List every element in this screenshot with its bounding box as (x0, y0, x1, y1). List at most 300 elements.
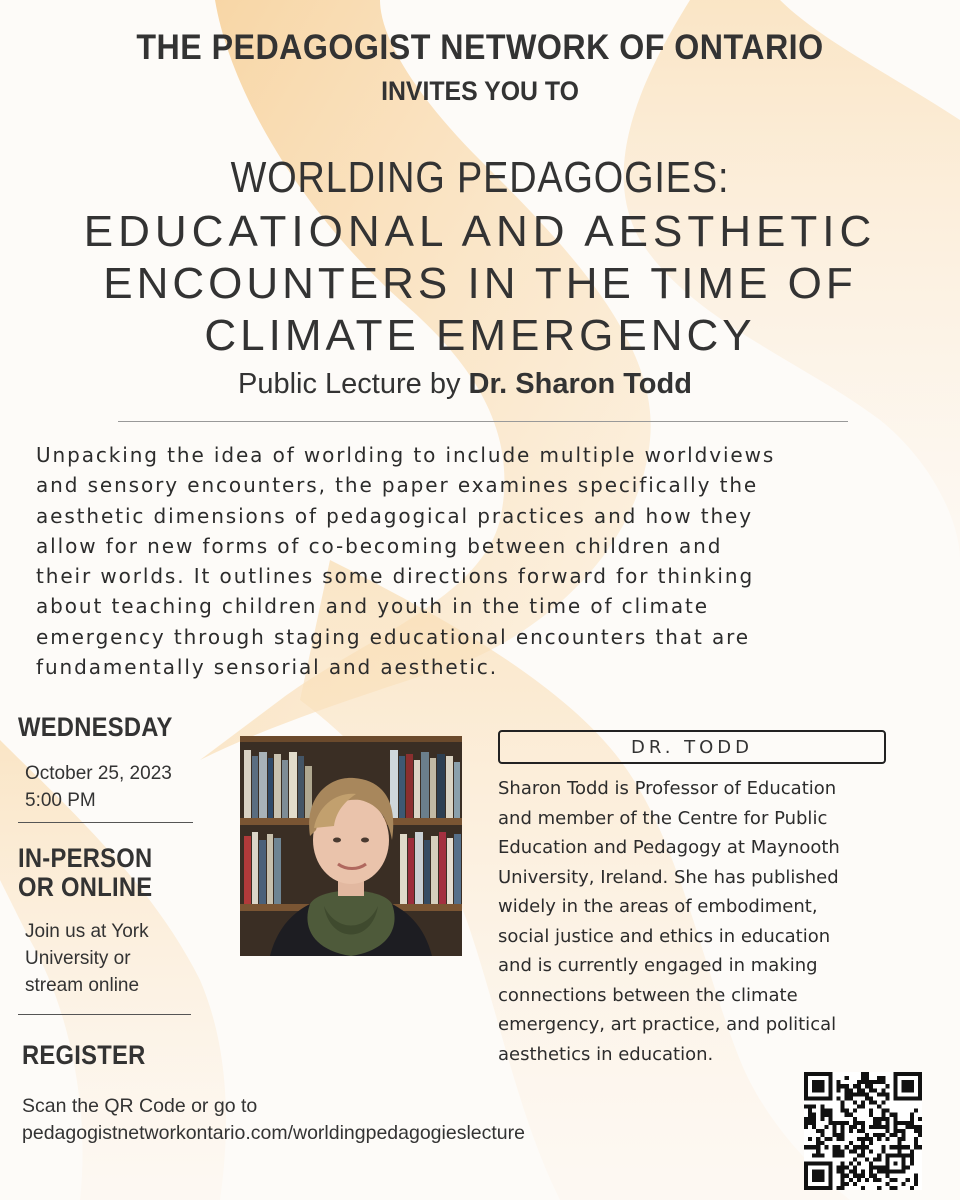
qr-module (881, 1109, 885, 1113)
qr-module (808, 1105, 812, 1109)
qr-module (861, 1092, 865, 1096)
qr-module (812, 1072, 816, 1076)
event-date: October 25, 2023 (25, 763, 172, 784)
qr-module (894, 1080, 898, 1084)
qr-module (824, 1125, 828, 1129)
qr-module (918, 1133, 922, 1137)
qr-module (808, 1186, 812, 1190)
qr-module (849, 1162, 853, 1166)
qr-module (894, 1133, 898, 1137)
qr-module (828, 1109, 832, 1113)
qr-module (902, 1170, 906, 1174)
qr-module (873, 1133, 877, 1137)
qr-module (894, 1145, 898, 1149)
qr-module (816, 1178, 820, 1182)
qr-module (861, 1170, 865, 1174)
qr-module (841, 1182, 845, 1186)
qr-module (816, 1186, 820, 1190)
qr-module (804, 1170, 808, 1174)
qr-module (828, 1084, 832, 1088)
qr-module (865, 1178, 869, 1182)
qr-module (869, 1170, 873, 1174)
qr-module (894, 1096, 898, 1100)
qr-module (910, 1153, 914, 1157)
qr-module (853, 1174, 857, 1178)
qr-module (853, 1084, 857, 1088)
qr-module (865, 1072, 869, 1076)
qr-module (816, 1088, 820, 1092)
qr-module (918, 1088, 922, 1092)
qr-module (816, 1145, 820, 1149)
qr-module (808, 1162, 812, 1166)
qr-module (881, 1170, 885, 1174)
qr-module (910, 1080, 914, 1084)
qr-module (828, 1088, 832, 1092)
qr-module (869, 1149, 873, 1153)
qr-module (869, 1100, 873, 1104)
qr-module (845, 1109, 849, 1113)
qr-module (869, 1088, 873, 1092)
qr-module (885, 1162, 889, 1166)
qr-module (845, 1113, 849, 1117)
qr-module (865, 1096, 869, 1100)
qr-module (816, 1072, 820, 1076)
event-day: WEDNESDAY (18, 712, 173, 742)
qr-module (910, 1186, 914, 1190)
qr-module (824, 1162, 828, 1166)
qr-module (881, 1133, 885, 1137)
qr-module (816, 1080, 820, 1084)
qr-module (841, 1105, 845, 1109)
qr-module (845, 1145, 849, 1149)
qr-module (828, 1092, 832, 1096)
qr-module (804, 1145, 808, 1149)
qr-module (816, 1174, 820, 1178)
qr-module (841, 1174, 845, 1178)
qr-module (812, 1174, 816, 1178)
qr-module (869, 1141, 873, 1145)
qr-module (898, 1137, 902, 1141)
qr-module (820, 1080, 824, 1084)
qr-module (885, 1125, 889, 1129)
qr-module (918, 1076, 922, 1080)
lecture-byline (238, 368, 692, 401)
qr-module (894, 1092, 898, 1096)
qr-module (853, 1170, 857, 1174)
qr-module (804, 1076, 808, 1080)
bio-line: emergency, art practice, and political (498, 1014, 837, 1035)
qr-module (898, 1170, 902, 1174)
qr-module (857, 1153, 861, 1157)
qr-module (877, 1166, 881, 1170)
event-location (25, 918, 149, 999)
lecture-title-line-3: ENCOUNTERS IN THE TIME OF (103, 259, 857, 308)
qr-module (824, 1145, 828, 1149)
qr-module (845, 1182, 849, 1186)
qr-module (869, 1162, 873, 1166)
qr-module (869, 1080, 873, 1084)
qr-module (853, 1182, 857, 1186)
qr-module (877, 1080, 881, 1084)
qr-module (845, 1084, 849, 1088)
qr-module (820, 1178, 824, 1182)
qr-module (849, 1113, 853, 1117)
bio-line: University, Ireland. She has published (498, 866, 839, 888)
qr-module (894, 1072, 898, 1076)
qr-module (861, 1125, 865, 1129)
qr-module (898, 1153, 902, 1157)
qr-module (869, 1166, 873, 1170)
qr-module (857, 1088, 861, 1092)
qr-module (885, 1170, 889, 1174)
qr-module (812, 1117, 816, 1121)
qr-module (914, 1174, 918, 1178)
qr-module (853, 1166, 857, 1170)
qr-module (877, 1125, 881, 1129)
qr-module (857, 1080, 861, 1084)
event-mode-line-1: IN-PERSON (18, 843, 153, 873)
qr-module (865, 1137, 869, 1141)
qr-module (837, 1084, 841, 1088)
qr-module (812, 1113, 816, 1117)
qr-module (877, 1178, 881, 1182)
qr-module (824, 1109, 828, 1113)
speaker-name-box (498, 730, 886, 764)
abstract-line: emergency through staging educational encounters that are (36, 624, 751, 649)
qr-module (853, 1100, 857, 1104)
qr-module (804, 1166, 808, 1170)
qr-module (804, 1162, 808, 1166)
qr-module (804, 1084, 808, 1088)
qr-module (881, 1113, 885, 1117)
qr-module (885, 1096, 889, 1100)
organization-name: THE PEDAGOGIST NETWORK OF ONTARIO (136, 28, 824, 67)
qr-module (910, 1072, 914, 1076)
qr-module (857, 1145, 861, 1149)
qr-module (906, 1166, 910, 1170)
bio-line: Sharon Todd is Professor of Education (498, 778, 837, 799)
speaker-bio (498, 774, 918, 1069)
qr-module (865, 1157, 869, 1161)
qr-module (865, 1080, 869, 1084)
qr-module (873, 1157, 877, 1161)
event-mode (18, 844, 152, 902)
qr-module (898, 1121, 902, 1125)
qr-module (869, 1137, 873, 1141)
qr-module (812, 1084, 816, 1088)
qr-module (877, 1121, 881, 1125)
qr-module (902, 1137, 906, 1141)
qr-module (820, 1141, 824, 1145)
qr-module (841, 1170, 845, 1174)
qr-module (841, 1109, 845, 1113)
qr-module (837, 1145, 841, 1149)
qr-module (894, 1117, 898, 1121)
qr-module (877, 1137, 881, 1141)
qr-module (857, 1105, 861, 1109)
qr-module (808, 1137, 812, 1141)
qr-module (894, 1076, 898, 1080)
qr-module (820, 1174, 824, 1178)
qr-module (906, 1125, 910, 1129)
qr-module (820, 1170, 824, 1174)
qr-module (853, 1145, 857, 1149)
qr-module (828, 1186, 832, 1190)
qr-module (918, 1072, 922, 1076)
qr-module (820, 1109, 824, 1113)
qr-module (914, 1109, 918, 1113)
qr-module (841, 1129, 845, 1133)
qr-module (849, 1149, 853, 1153)
qr-module (898, 1141, 902, 1145)
qr-module (812, 1121, 816, 1125)
qr-module (824, 1072, 828, 1076)
qr-code-icon[interactable] (804, 1072, 922, 1190)
qr-module (804, 1125, 808, 1129)
qr-module (914, 1182, 918, 1186)
qr-module (853, 1109, 857, 1113)
qr-module (881, 1100, 885, 1104)
abstract-line: allow for new forms of co-becoming between children and (36, 533, 723, 558)
qr-module (902, 1080, 906, 1084)
qr-module (910, 1117, 914, 1121)
qr-module (906, 1178, 910, 1182)
qr-module (873, 1080, 877, 1084)
qr-module (832, 1149, 836, 1153)
qr-module (804, 1092, 808, 1096)
qr-module (804, 1080, 808, 1084)
qr-module (885, 1182, 889, 1186)
qr-module (885, 1129, 889, 1133)
qr-module (906, 1072, 910, 1076)
qr-module (902, 1129, 906, 1133)
qr-module (902, 1153, 906, 1157)
qr-module (841, 1125, 845, 1129)
qr-module (918, 1129, 922, 1133)
qr-module (861, 1141, 865, 1145)
qr-module (889, 1186, 893, 1190)
qr-module (857, 1137, 861, 1141)
bio-line: Education and Pedagogy at Maynooth (498, 837, 840, 858)
qr-module (832, 1153, 836, 1157)
qr-module (837, 1121, 841, 1125)
qr-module (894, 1113, 898, 1117)
qr-module (820, 1105, 824, 1109)
qr-module (861, 1100, 865, 1104)
qr-module (828, 1174, 832, 1178)
qr-module (861, 1121, 865, 1125)
qr-module (816, 1137, 820, 1141)
qr-module (918, 1125, 922, 1129)
qr-module (816, 1084, 820, 1088)
qr-module (812, 1080, 816, 1084)
qr-module (857, 1129, 861, 1133)
qr-module (906, 1153, 910, 1157)
invite-line: INVITES YOU TO (381, 76, 579, 106)
qr-module (849, 1125, 853, 1129)
qr-module (853, 1157, 857, 1161)
qr-code-graphic (804, 1072, 922, 1190)
qr-module (837, 1186, 841, 1190)
qr-module (804, 1186, 808, 1190)
qr-module (918, 1145, 922, 1149)
qr-module (816, 1162, 820, 1166)
qr-module (828, 1182, 832, 1186)
qr-module (804, 1182, 808, 1186)
qr-module (857, 1121, 861, 1125)
qr-module (828, 1113, 832, 1117)
qr-module (885, 1084, 889, 1088)
qr-module (873, 1121, 877, 1125)
qr-module (898, 1096, 902, 1100)
qr-module (849, 1170, 853, 1174)
qr-module (808, 1096, 812, 1100)
bio-line: and member of the Centre for Public (498, 807, 828, 829)
register-line: Scan the QR Code or go to (22, 1095, 258, 1117)
abstract-line: about teaching children and youth in the time of climate (36, 594, 709, 619)
qr-module (902, 1162, 906, 1166)
qr-module (898, 1149, 902, 1153)
qr-module (845, 1121, 849, 1125)
qr-module (837, 1096, 841, 1100)
register-url[interactable]: pedagogistnetworkontario.com/worldingpedagogieslecture (22, 1122, 525, 1144)
qr-module (914, 1141, 918, 1145)
qr-module (918, 1117, 922, 1121)
qr-module (804, 1178, 808, 1182)
qr-module (885, 1109, 889, 1113)
qr-module (889, 1170, 893, 1174)
event-mode-line-2: OR ONLINE (18, 872, 153, 902)
qr-module (861, 1153, 865, 1157)
qr-module (885, 1092, 889, 1096)
qr-module (885, 1174, 889, 1178)
qr-module (828, 1166, 832, 1170)
qr-module (845, 1096, 849, 1100)
qr-module (845, 1092, 849, 1096)
qr-module (885, 1166, 889, 1170)
qr-module (898, 1072, 902, 1076)
qr-module (820, 1153, 824, 1157)
qr-module (857, 1084, 861, 1088)
qr-module (841, 1186, 845, 1190)
qr-module (877, 1092, 881, 1096)
qr-module (837, 1080, 841, 1084)
qr-module (841, 1153, 845, 1157)
qr-module (820, 1117, 824, 1121)
qr-module (881, 1166, 885, 1170)
qr-module (837, 1153, 841, 1157)
qr-module (881, 1080, 885, 1084)
lecture-title-line-4: CLIMATE EMERGENCY (204, 311, 756, 360)
qr-module (828, 1162, 832, 1166)
qr-module (832, 1125, 836, 1129)
qr-module (820, 1186, 824, 1190)
qr-module (849, 1092, 853, 1096)
qr-module (841, 1162, 845, 1166)
divider (118, 421, 848, 422)
qr-module (845, 1076, 849, 1080)
qr-module (910, 1121, 914, 1125)
qr-module (894, 1178, 898, 1182)
qr-module (861, 1088, 865, 1092)
bio-line: connections between the climate (498, 984, 798, 1006)
qr-module (894, 1088, 898, 1092)
qr-module (861, 1149, 865, 1153)
qr-module (902, 1088, 906, 1092)
qr-module (820, 1162, 824, 1166)
qr-module (902, 1121, 906, 1125)
qr-module (894, 1125, 898, 1129)
speaker-photo (240, 736, 462, 956)
qr-module (877, 1170, 881, 1174)
qr-module (918, 1092, 922, 1096)
qr-module (881, 1149, 885, 1153)
qr-module (857, 1162, 861, 1166)
qr-module (910, 1125, 914, 1129)
qr-module (824, 1137, 828, 1141)
lecture-prefix: Public Lecture by (238, 368, 469, 400)
qr-module (865, 1133, 869, 1137)
qr-module (804, 1096, 808, 1100)
qr-module (820, 1133, 824, 1137)
qr-module (869, 1084, 873, 1088)
divider (18, 1014, 191, 1015)
qr-module (824, 1186, 828, 1190)
qr-module (853, 1125, 857, 1129)
qr-module (877, 1076, 881, 1080)
qr-module (828, 1178, 832, 1182)
qr-module (824, 1113, 828, 1117)
qr-module (820, 1084, 824, 1088)
qr-module (881, 1076, 885, 1080)
qr-module (889, 1178, 893, 1182)
qr-module (841, 1149, 845, 1153)
qr-module (820, 1088, 824, 1092)
register-heading: REGISTER (22, 1040, 146, 1070)
qr-module (881, 1145, 885, 1149)
qr-module (857, 1178, 861, 1182)
qr-module (837, 1170, 841, 1174)
qr-module (841, 1121, 845, 1125)
qr-module (914, 1072, 918, 1076)
qr-module (804, 1088, 808, 1092)
qr-module (889, 1153, 893, 1157)
qr-module (857, 1174, 861, 1178)
qr-module (877, 1133, 881, 1137)
qr-module (861, 1145, 865, 1149)
qr-module (885, 1137, 889, 1141)
qr-module (853, 1092, 857, 1096)
qr-module (877, 1105, 881, 1109)
qr-module (832, 1133, 836, 1137)
abstract-line: fundamentally sensorial and aesthetic. (36, 655, 498, 680)
qr-module (881, 1088, 885, 1092)
qr-module (820, 1072, 824, 1076)
qr-module (804, 1117, 808, 1121)
qr-module (816, 1170, 820, 1174)
divider (18, 822, 193, 823)
qr-module (898, 1129, 902, 1133)
qr-module (816, 1149, 820, 1153)
qr-module (906, 1080, 910, 1084)
qr-module (906, 1088, 910, 1092)
qr-module (906, 1096, 910, 1100)
qr-module (841, 1084, 845, 1088)
qr-module (820, 1129, 824, 1133)
qr-module (869, 1113, 873, 1117)
qr-module (812, 1088, 816, 1092)
qr-module (812, 1145, 816, 1149)
